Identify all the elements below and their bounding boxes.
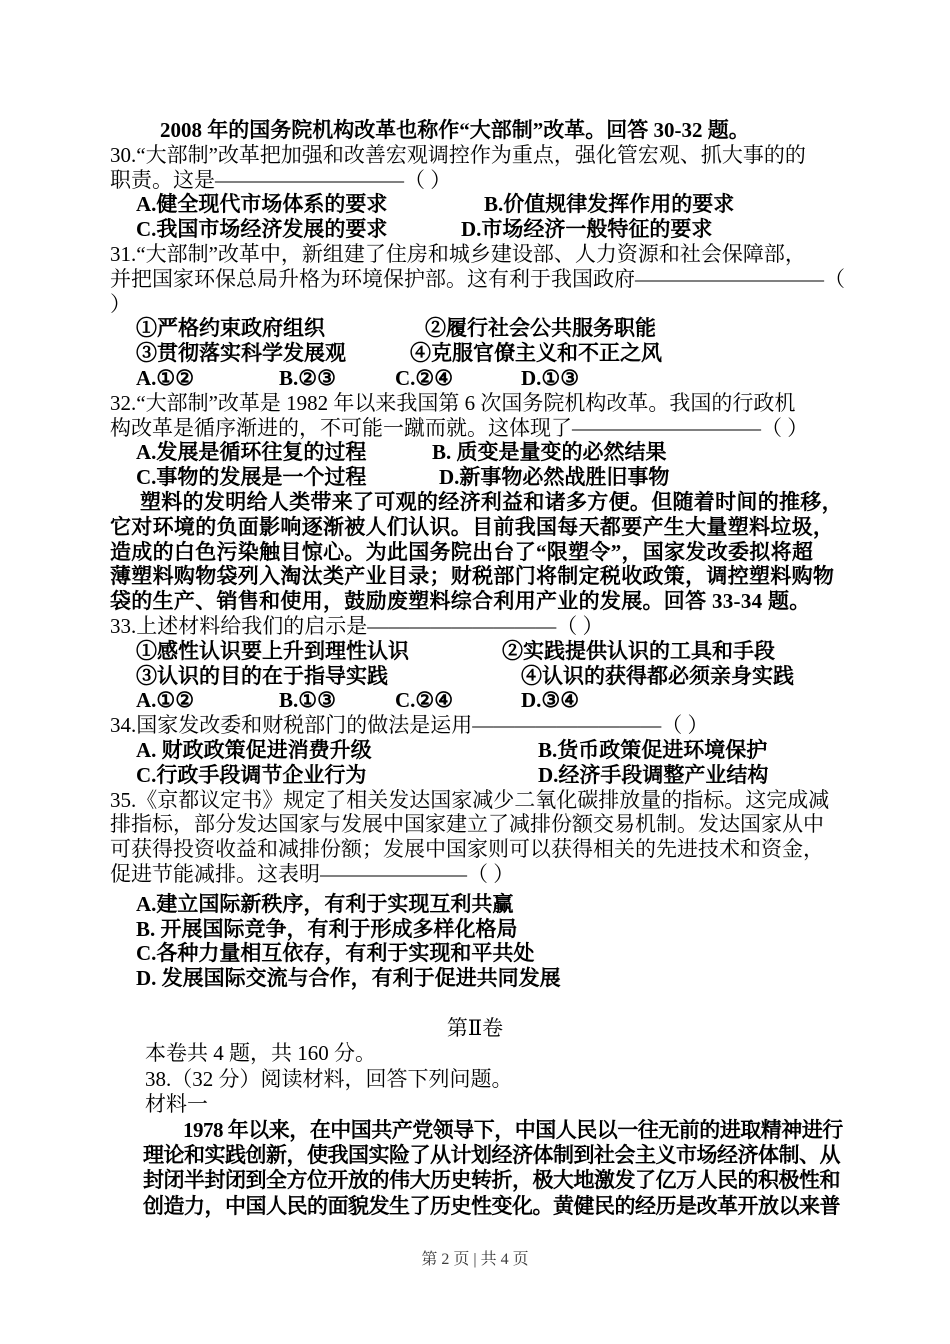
material-1-line3: 封闭半封闭到全方位开放的伟大历史转折，极大地激发了亿万人民的积极性和 <box>143 1168 840 1193</box>
question-32-options-row2 <box>110 465 855 490</box>
question-33-item-2: ②实践提供认识的工具和手段 <box>502 638 775 663</box>
question-31-item-3: ③贯彻落实科学发展观 <box>136 341 346 366</box>
question-33-answers <box>110 688 855 713</box>
question-35-option-d: D. 发展国际交流与合作，有利于促进共同发展 <box>136 966 561 991</box>
passage-33-34-line5: 袋的生产、销售和使用，鼓励废塑料综合利用产业的发展。回答 33-34 题。 <box>110 589 811 614</box>
material-1-label: 材料一 <box>145 1092 208 1117</box>
question-32-option-c: C.事物的发展是一个过程 <box>136 465 367 490</box>
page-footer: 第 2 页 | 共 4 页 <box>421 1251 529 1268</box>
question-38-header: 38.（32 分）阅读材料，回答下列问题。 <box>145 1066 513 1091</box>
question-30-stem-line1: 30.“大部制”改革把加强和改善宏观调控作为重点，强化管宏观、抓大事的的 <box>110 142 806 167</box>
question-35-stem-line4: 促进节能减排。这表明———————（ ） <box>110 861 515 886</box>
question-32-option-a: A.发展是循环往复的过程 <box>136 440 367 465</box>
question-35-stem-line1: 35.《京都议定书》规定了相关发达国家减少二氧化碳排放量的指标。这完成减 <box>110 787 830 812</box>
material-1-line2: 理论和实践创新，使我国实险了从计划经济体制到社会主义市场经济体制、从 <box>143 1143 840 1168</box>
passage-33-34-line3: 造成的白色污染触目惊心。为此国务院出台了“限塑令”，国家发改委拟将超 <box>110 539 814 564</box>
group-intro-30-32: 2008 年的国务院机构改革也称作“大部制”改革。回答 30-32 题。 <box>160 118 750 142</box>
part-2-title: 第Ⅱ卷 <box>446 1016 504 1040</box>
question-33-answer-b: B.①③ <box>279 688 336 713</box>
question-33-answer-a: A.①② <box>136 688 195 713</box>
question-32-option-b: B. 质变是量变的必然结果 <box>432 440 667 465</box>
passage-33-34-line4: 薄塑料购物袋列入淘汰类产业目录；财税部门将制定税收政策，调控塑料购物 <box>110 564 835 589</box>
question-30-stem-line2: 职责。这是—————————（ ） <box>110 167 452 192</box>
question-31-item-1: ①严格约束政府组织 <box>136 316 325 341</box>
question-34-options-row2 <box>110 763 855 788</box>
question-30-options-row1 <box>110 192 855 217</box>
question-30-option-d: D.市场经济一般特征的要求 <box>461 217 713 242</box>
question-33-items-row1 <box>110 639 855 664</box>
question-31-stem-line2: 并把国家环保总局升格为环境保护部。这有利于我国政府—————————（ <box>110 266 845 291</box>
question-34-options-row1 <box>110 738 855 763</box>
question-31-item-2: ②履行社会公共服务职能 <box>425 316 656 341</box>
question-34-stem: 34.国家发改委和财税部门的做法是运用—————————（ ） <box>110 713 709 738</box>
passage-33-34-line2: 它对环境的负面影响逐渐被人们认识。目前我国每天都要产生大量塑料垃圾， <box>110 514 835 539</box>
question-35-option-a: A.建立国际新秩序，有利于实现互利共赢 <box>136 891 514 916</box>
question-31-stem-line1: 31.“大部制”改革中，新组建了住房和城乡建设部、人力资源和社会保障部， <box>110 241 806 266</box>
question-31-answers <box>110 366 855 391</box>
question-31-answer-c: C.②④ <box>395 365 454 390</box>
material-1-line1: 1978 年以来，在中国共产党领导下，中国人民以一往无前的进取精神进行 <box>183 1117 843 1142</box>
question-33-item-3: ③认识的目的在于指导实践 <box>136 663 388 688</box>
question-33-answer-d: D.③④ <box>521 688 580 713</box>
question-31-item-4: ④克服官僚主义和不正之风 <box>410 341 662 366</box>
material-1-line4: 创造力，中国人民的面貌发生了历史性变化。黄健民的经历是改革开放以来普 <box>143 1193 840 1218</box>
questions-section <box>110 118 855 991</box>
question-34-option-a: A. 财政政策促进消费升级 <box>136 737 372 762</box>
question-35-options <box>110 892 855 991</box>
question-31-items-row1 <box>110 316 855 341</box>
question-34-option-c: C.行政手段调节企业行为 <box>136 762 367 787</box>
question-34-option-d: D.经济手段调整产业结构 <box>538 762 769 787</box>
question-33-item-1: ①感性认识要上升到理性认识 <box>136 638 409 663</box>
question-31-stem-line3: ） <box>110 291 131 316</box>
question-30-options-row2 <box>110 217 855 242</box>
passage-33-34-line1: 塑料的发明给人类带来了可观的经济利益和诸多方便。但随着时间的推移， <box>140 489 843 514</box>
question-35-stem-line3: 可获得投资收益和减排份额；发展中国家则可以获得相关的先进技术和资金， <box>110 837 824 862</box>
question-30-option-a: A.健全现代市场体系的要求 <box>136 192 388 217</box>
question-30-option-c: C.我国市场经济发展的要求 <box>136 217 388 242</box>
question-32-option-d: D.新事物必然战胜旧事物 <box>439 465 670 490</box>
question-31-items-row2 <box>110 341 855 366</box>
question-33-items-row2 <box>110 664 855 689</box>
question-32-stem-line2: 构改革是循序渐进的，不可能一蹴而就。这体现了—————————（ ） <box>110 415 809 440</box>
part-2-section <box>0 1016 950 1219</box>
question-35-option-c: C.各种力量相互依存，有利于实现和平共处 <box>136 941 535 966</box>
question-30-option-b: B.价值规律发挥作用的要求 <box>484 192 735 217</box>
question-33-item-4: ④认识的获得都必须亲身实践 <box>521 663 794 688</box>
question-35-option-b: B. 开展国际竞争，有利于形成多样化格局 <box>136 916 518 941</box>
part-2-info: 本卷共 4 题，共 160 分。 <box>145 1041 376 1066</box>
question-32-options-row1 <box>110 440 855 465</box>
question-33-answer-c: C.②④ <box>395 688 454 713</box>
question-31-answer-d: D.①③ <box>521 365 580 390</box>
question-31-answer-b: B.②③ <box>279 365 336 390</box>
question-31-answer-a: A.①② <box>136 365 195 390</box>
question-34-option-b: B.货币政策促进环境保护 <box>538 737 768 762</box>
question-33-stem: 33.上述材料给我们的启示是—————————（ ） <box>110 613 604 638</box>
question-32-stem-line1: 32.“大部制”改革是 1982 年以来我国第 6 次国务院机构改革。我国的行政机 <box>110 390 796 415</box>
question-35-stem-line2: 排指标，部分发达国家与发展中国家建立了减排份额交易机制。发达国家从中 <box>110 812 824 837</box>
